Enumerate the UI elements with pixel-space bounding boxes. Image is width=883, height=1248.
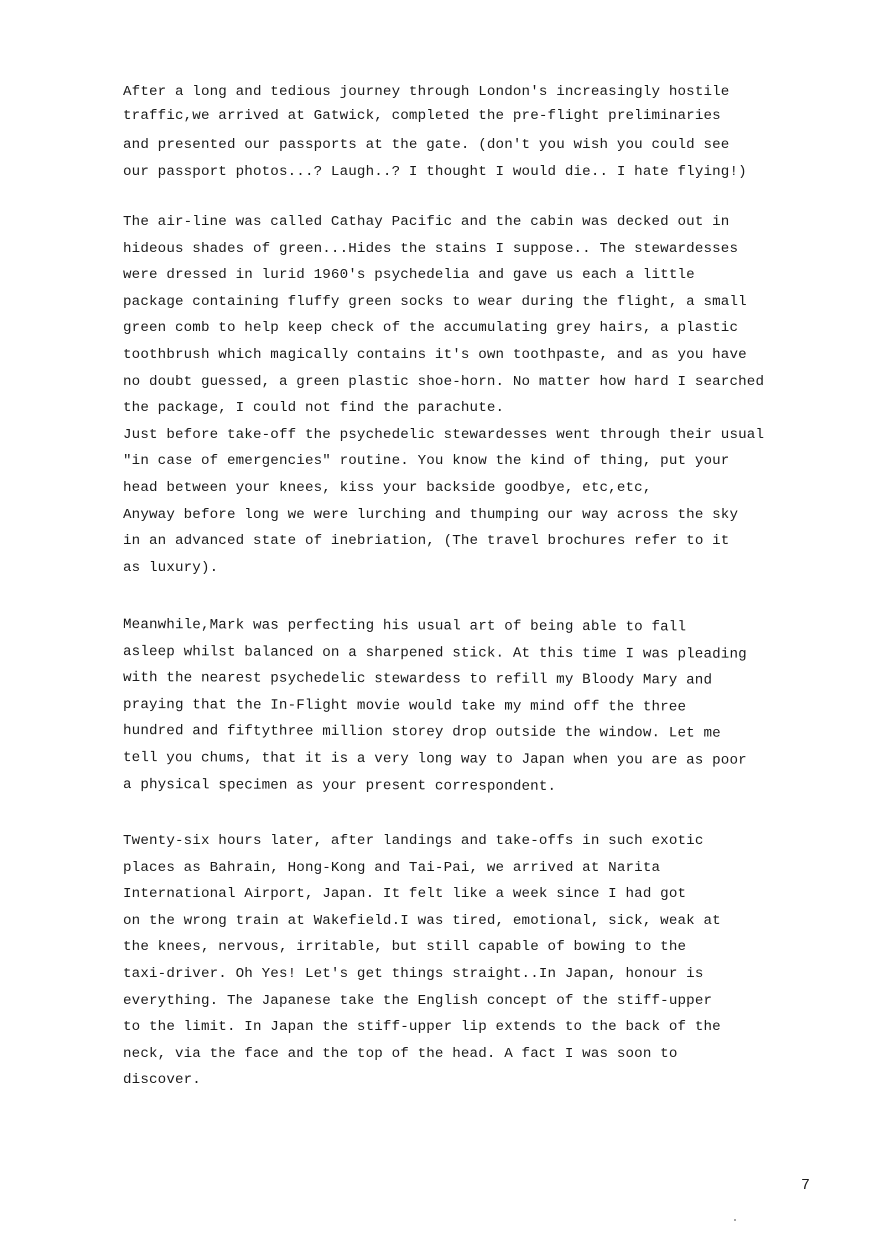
- text-line: a physical specimen as your present correspondent.: [122, 776, 557, 795]
- text-line: Just before take-off the psychedelic stewardesses went through their usual: [123, 426, 765, 443]
- text-line: package containing fluffy green socks to wear during the flight, a small: [123, 293, 747, 310]
- text-line: hundred and fiftythree million storey drop outside the window. Let me: [122, 723, 721, 742]
- text-line: neck, via the face and the top of the head. A fact I was soon to: [123, 1045, 678, 1062]
- text-line: places as Bahrain, Hong-Kong and Tai-Pai, we arrived at Narita: [123, 859, 661, 876]
- text-line: The air-line was called Cathay Pacific and the cabin was decked out in: [123, 214, 730, 230]
- paragraph-mark-asleep: [123, 612, 813, 798]
- text-line: to the limit. In Japan the stiff-upper lip extends to the back of the: [123, 1019, 721, 1036]
- text-line: taxi-driver. Oh Yes! Let's get things straight..In Japan, honour is: [123, 965, 704, 982]
- text-line: the package, I could not find the parachute.: [123, 400, 505, 417]
- text-line: toothbrush which magically contains it's own toothpaste, and as you have: [123, 346, 747, 363]
- text-line: After a long and tedious journey through London's increasingly hostile: [123, 84, 730, 100]
- text-line: with the nearest psychedelic stewardess to refill my Bloody Mary and: [122, 670, 713, 689]
- text-line: hideous shades of green...Hides the stains I suppose.. The stewardesses: [123, 240, 739, 257]
- text-line: tell you chums, that it is a very long way to Japan when you are as poor: [122, 749, 747, 769]
- page-number: 7: [801, 1177, 811, 1194]
- text-line: traffic,we arrived at Gatwick, completed the pre-flight preliminaries: [123, 107, 721, 124]
- text-line: Anyway before long we were lurching and thumping our way across the sky: [123, 506, 739, 523]
- text-line: discover.: [123, 1072, 201, 1089]
- paragraph-cathay-pacific-cabin: [123, 209, 813, 581]
- paragraph-gatwick-departure: [123, 79, 813, 185]
- text-line: Twenty-six hours later, after landings and take-offs in such exotic: [123, 833, 704, 849]
- text-line: "in case of emergencies" routine. You know the kind of thing, put your: [123, 453, 730, 470]
- text-line: praying that the In-Flight movie would take my mind off the three: [122, 696, 687, 716]
- text-line: as luxury).: [123, 559, 219, 576]
- text-line: were dressed in lurid 1960's psychedelia and gave us each a little: [123, 267, 695, 284]
- text-line: and presented our passports at the gate. (don't you wish you could see: [123, 137, 730, 154]
- text-line: International Airport, Japan. It felt like a week since I had got: [123, 886, 687, 903]
- text-line: everything. The Japanese take the English concept of the stiff-upper: [123, 992, 713, 1009]
- text-line: green comb to help keep check of the accumulating grey hairs, a plastic: [123, 320, 739, 337]
- text-line: head between your knees, kiss your backside goodbye, etc,etc,: [123, 479, 652, 496]
- text-line: asleep whilst balanced on a sharpened stick. At this time I was pleading: [122, 643, 747, 663]
- text-line: Meanwhile,Mark was perfecting his usual art of being able to fall: [122, 617, 687, 636]
- text-line: in an advanced state of inebriation, (The travel brochures refer to it: [123, 533, 730, 550]
- paragraph-arrival-japan: [123, 828, 813, 1094]
- text-line: on the wrong train at Wakefield.I was tired, emotional, sick, weak at: [123, 912, 721, 929]
- scan-speck: [734, 1219, 736, 1221]
- text-line: no doubt guessed, a green plastic shoe-horn. No matter how hard I searched: [123, 373, 765, 390]
- text-line: the knees, nervous, irritable, but still capable of bowing to the: [123, 939, 687, 956]
- text-line: our passport photos...? Laugh..? I thought I would die.. I hate flying!): [123, 163, 747, 180]
